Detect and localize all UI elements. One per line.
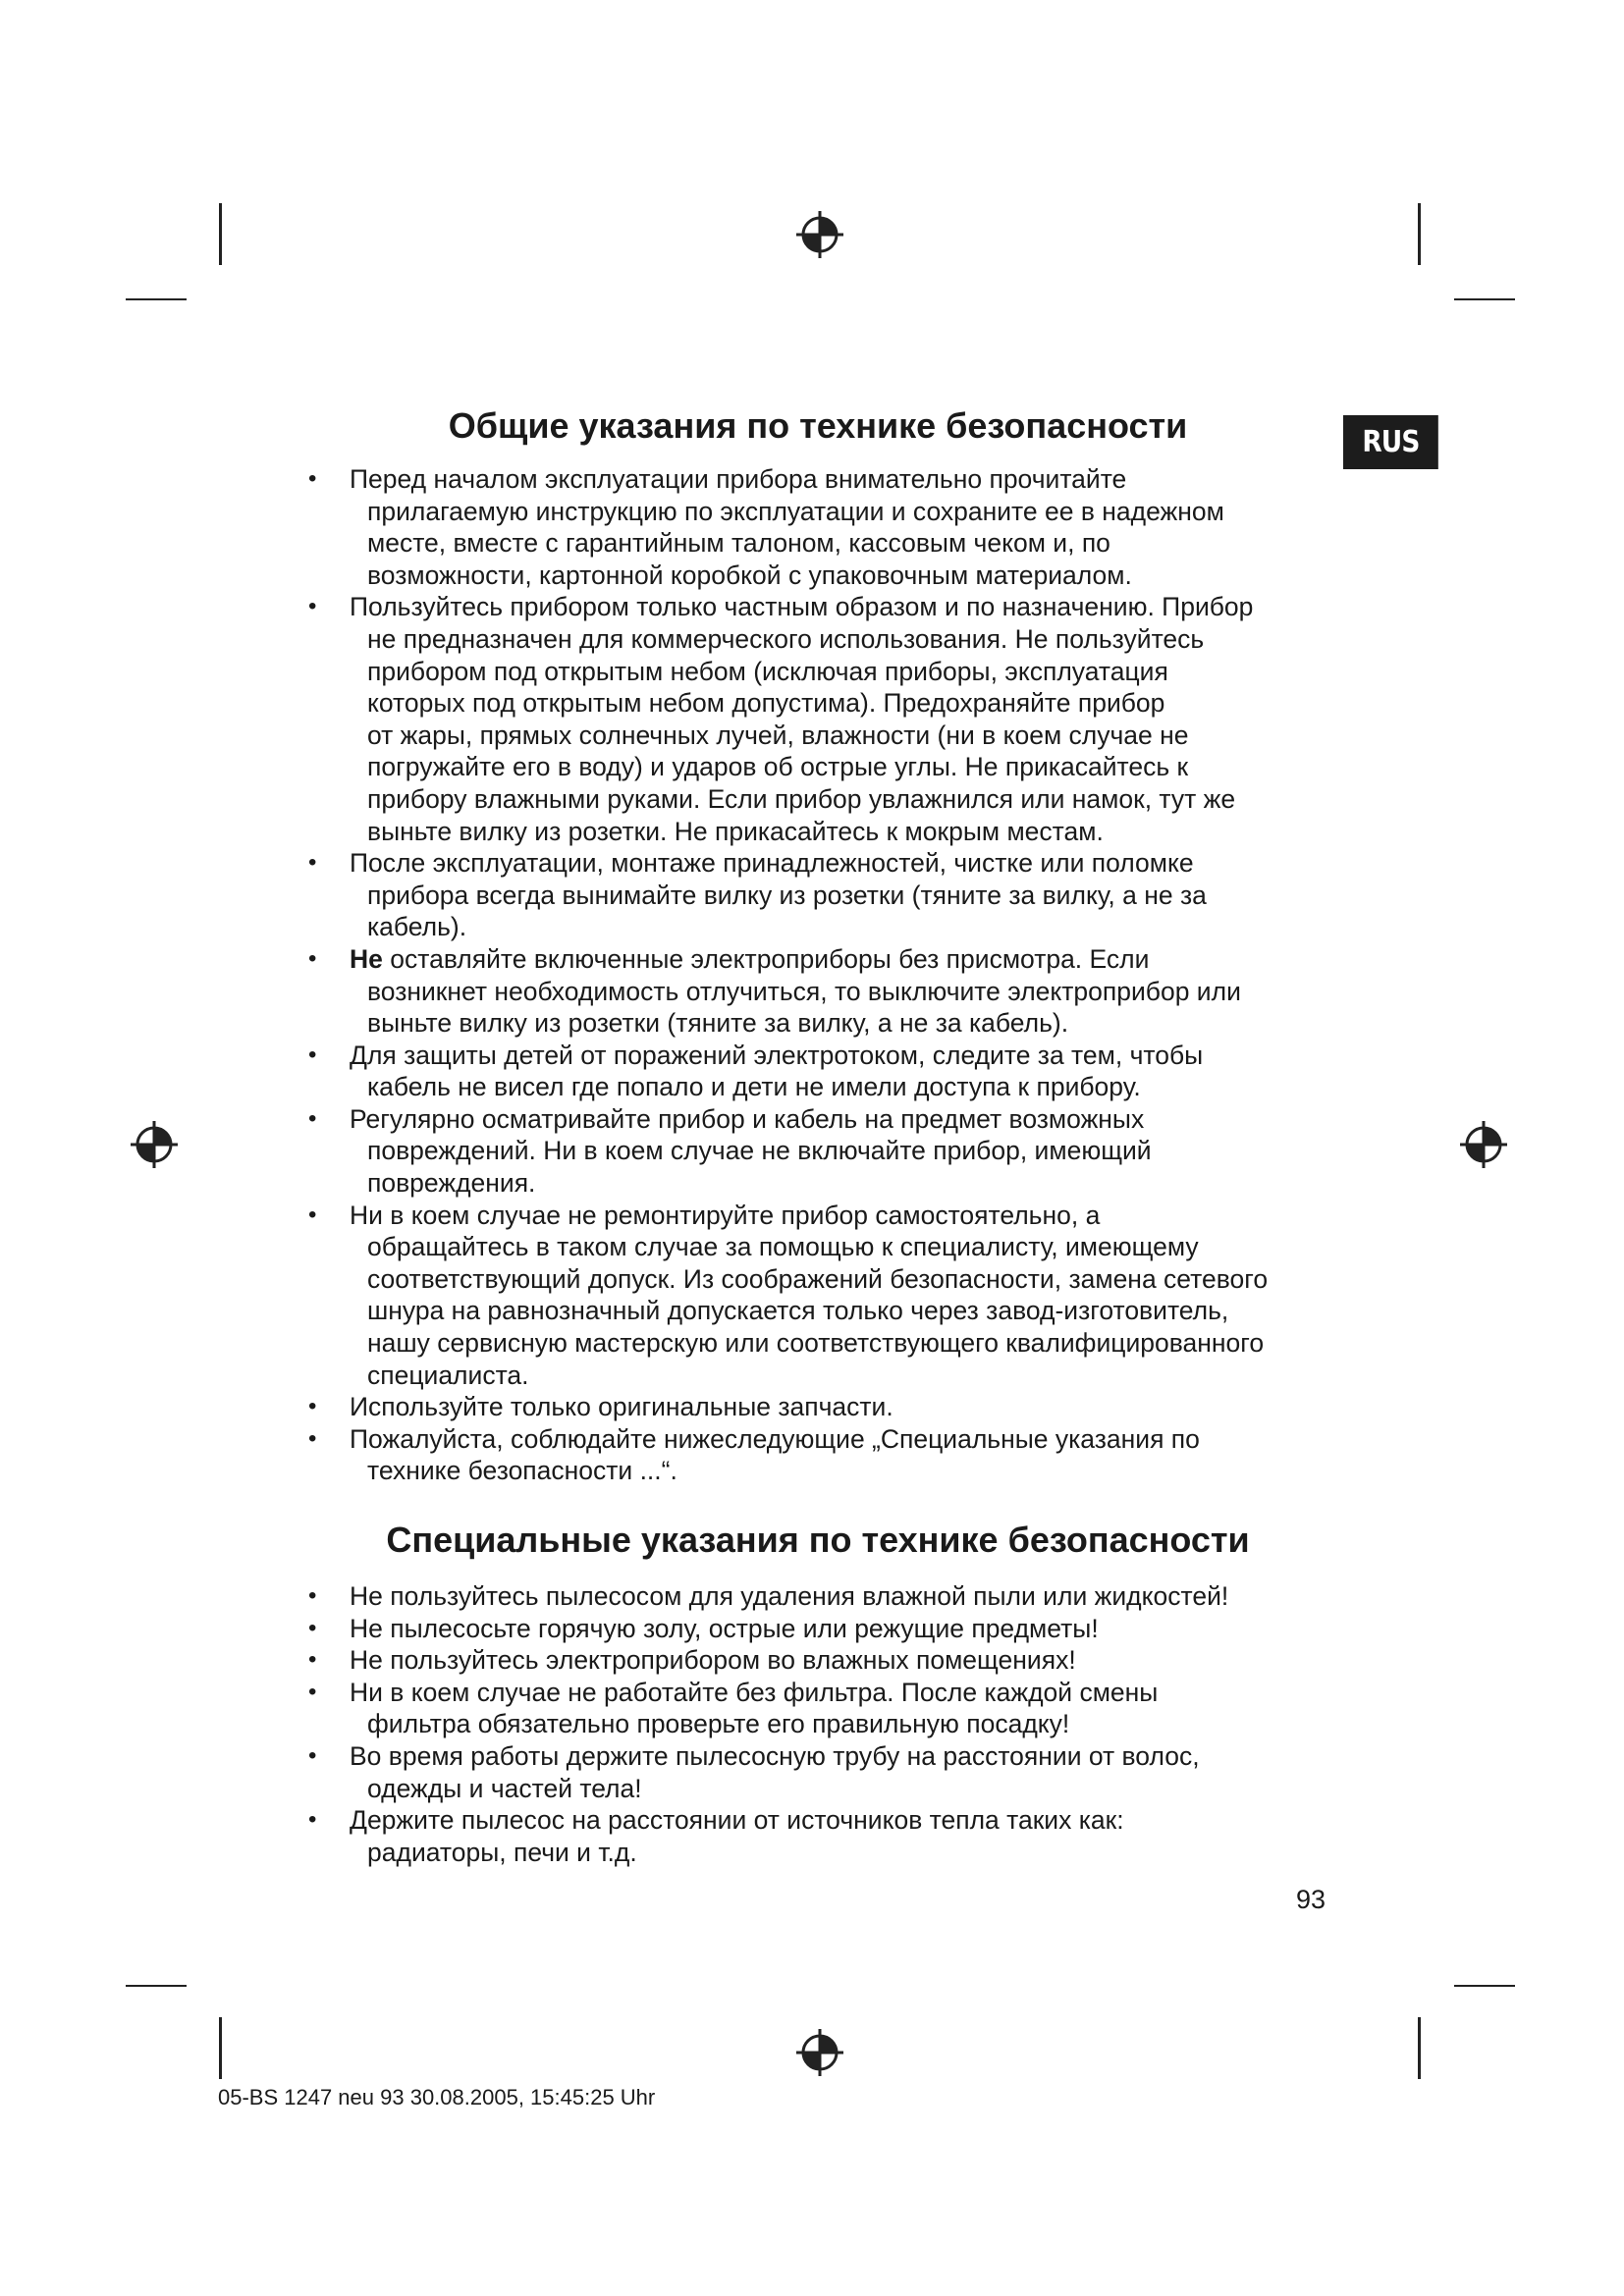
general-safety-list xyxy=(304,463,1351,1487)
list-item xyxy=(304,1103,1351,1200)
section-title-special: Специальные указания по технике безопасности xyxy=(386,1520,1250,1560)
list-item xyxy=(304,1644,1351,1677)
page-number: 93 xyxy=(1296,1885,1326,1914)
crop-mark xyxy=(219,203,222,265)
item-line: • Во время работы держите пылесосную трубу на расстоянии от волос, xyxy=(350,1740,1200,1771)
list-item xyxy=(304,591,1351,847)
language-badge: RUS xyxy=(1343,415,1438,469)
item-line: одежды и частей тела! xyxy=(367,1773,642,1803)
item-line: прибору влажными руками. Если прибор увлажнился или намок, тут же xyxy=(367,783,1236,814)
list-item xyxy=(304,1804,1351,1868)
item-line: выньте вилку из розетки (тяните за вилку, а не за кабель). xyxy=(367,1008,1069,1039)
list-item xyxy=(304,943,1351,1040)
registration-mark-icon xyxy=(1459,1120,1508,1169)
list-item xyxy=(304,847,1351,943)
item-line: кабель). xyxy=(367,912,467,942)
item-line: • Регулярно осматривайте прибор и кабель на предмет возможных xyxy=(350,1103,1145,1134)
list-item xyxy=(304,1580,1351,1613)
registration-mark-icon xyxy=(795,210,844,259)
item-line: • Перед началом эксплуатации прибора внимательно прочитайте xyxy=(350,464,1127,494)
item-line: • Используйте только оригинальные запчасти. xyxy=(350,1392,893,1422)
crop-mark xyxy=(1454,298,1515,300)
crop-mark xyxy=(219,2017,222,2079)
crop-mark xyxy=(126,298,187,300)
item-line: • Пользуйтесь прибором только частным образом и по назначению. Прибор xyxy=(350,592,1254,622)
item-line: выньте вилку из розетки. Не прикасайтесь к мокрым местам. xyxy=(367,816,1104,846)
item-line: технике безопасности ...“. xyxy=(367,1456,677,1486)
registration-mark-icon xyxy=(130,1120,179,1169)
item-line: прибора всегда вынимайте вилку из розетки (тяните за вилку, а не за xyxy=(367,880,1207,910)
item-line: нашу сервисную мастерскую или соответствующего квалифицированного xyxy=(367,1328,1265,1359)
item-line: • Пожалуйста, соблюдайте нижеследующие „Специальные указания по xyxy=(350,1423,1200,1454)
item-line: • После эксплуатации, монтаже принадлежностей, чистке или поломке xyxy=(350,848,1194,879)
item-line: специалиста. xyxy=(367,1360,529,1390)
line-text: оставляйте включенные электроприборы без присмотра. Если xyxy=(382,943,1150,974)
item-line: • Для защиты детей от поражений электротоком, следите за тем, чтобы xyxy=(350,1040,1204,1070)
registration-mark-icon xyxy=(795,2028,844,2077)
item-line: прибором под открытым небом (исключая приборы, эксплуатация xyxy=(367,656,1168,686)
item-line: • Не пользуйтесь электроприбором во влажных помещениях! xyxy=(350,1645,1076,1676)
crop-mark xyxy=(1418,2017,1421,2079)
item-line: • Ни в коем случае не работайте без фильтра. После каждой смены xyxy=(350,1677,1159,1707)
item-line: от жары, прямых солнечных лучей, влажности (ни в коем случае не xyxy=(367,720,1189,750)
item-line: которых под открытым небом допустима). Предохраняйте прибор xyxy=(367,688,1165,719)
item-line: возможности, картонной коробкой с упаковочным материалом. xyxy=(367,560,1132,590)
item-line: • Не пылесосьте горячую золу, острые или режущие предметы! xyxy=(350,1613,1099,1643)
special-safety-list xyxy=(304,1580,1351,1868)
list-item xyxy=(304,1040,1351,1103)
item-line: возникнет необходимость отлучиться, то выключите электроприбор или xyxy=(367,976,1241,1006)
list-item xyxy=(304,463,1351,591)
item-line: прилагаемую инструкцию по эксплуатации и сохраните ее в надежном xyxy=(367,496,1224,526)
list-item xyxy=(304,1740,1351,1804)
item-line: повреждений. Ни в коем случае не включайте прибор, имеющий xyxy=(367,1136,1152,1166)
crop-mark xyxy=(1418,203,1421,265)
list-item xyxy=(304,1613,1351,1645)
item-line: шнура на равнозначный допускается только через завод-изготовитель, xyxy=(367,1296,1229,1326)
crop-mark xyxy=(1454,1985,1515,1987)
crop-mark xyxy=(126,1985,187,1987)
list-item xyxy=(304,1423,1351,1487)
item-line: обращайтесь в таком случае за помощью к специалисту, имеющему xyxy=(367,1232,1199,1262)
item-line: погружайте его в воду) и ударов об острые углы. Не прикасайтесь к xyxy=(367,752,1189,782)
section-title-general: Общие указания по технике безопасности xyxy=(448,405,1188,446)
item-line xyxy=(350,943,1351,976)
item-line: радиаторы, печи и т.д. xyxy=(367,1837,637,1867)
item-line: месте, вместе с гарантийным талоном, кассовым чеком и, по xyxy=(367,528,1110,559)
bold-prefix: Не xyxy=(350,943,383,974)
list-item xyxy=(304,1200,1351,1392)
item-line: не предназначен для коммерческого использования. Не пользуйтесь xyxy=(367,623,1205,654)
item-line: повреждения. xyxy=(367,1168,536,1199)
item-line: • Ни в коем случае не ремонтируйте прибор самостоятельно, а xyxy=(350,1200,1101,1230)
list-item xyxy=(304,1677,1351,1740)
list-item xyxy=(304,1391,1351,1423)
item-line: кабель не висел где попало и дети не имели доступа к прибору. xyxy=(367,1072,1141,1102)
item-line: • Держите пылесос на расстоянии от источников тепла таких как: xyxy=(350,1805,1124,1836)
item-line: фильтра обязательно проверьте его правильную посадку! xyxy=(367,1709,1070,1739)
print-footer: 05-BS 1247 neu 93 30.08.2005, 15:45:25 Uhr xyxy=(218,2085,656,2109)
item-line: соответствующий допуск. Из соображений безопасности, замена сетевого xyxy=(367,1263,1269,1294)
item-line: • Не пользуйтесь пылесосом для удаления влажной пыли или жидкостей! xyxy=(350,1581,1229,1611)
